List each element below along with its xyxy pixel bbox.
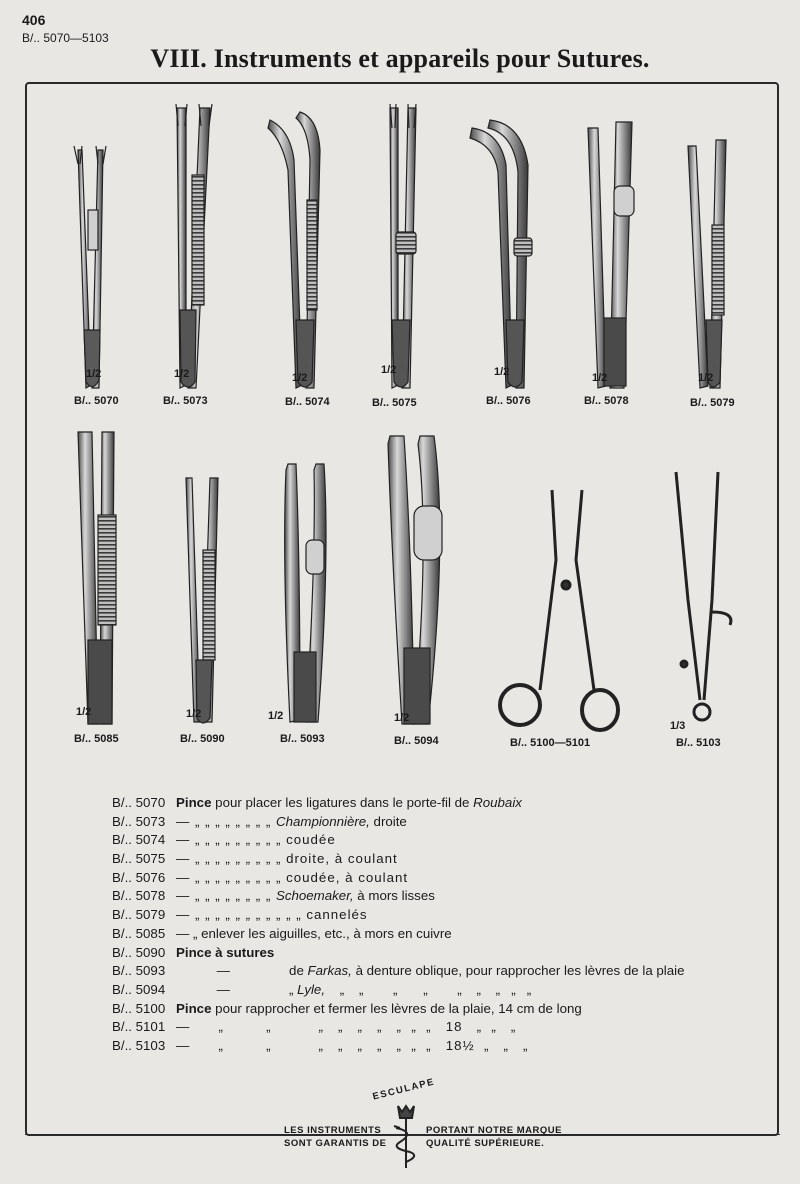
legend-text: — „ „ „ „ „ „ „ „ „ 18 „ „ „	[176, 1019, 517, 1035]
forceps-5090	[186, 478, 218, 723]
figure-label-5078: B/.. 5078	[584, 395, 629, 407]
legend-code: B/.. 5079	[112, 907, 166, 923]
legend-row	[112, 981, 732, 1000]
scale-5076: 1/2	[494, 366, 510, 378]
figure-label-5094: B/.. 5094	[394, 735, 439, 747]
scale-5070: 1/2	[86, 368, 102, 380]
forceps-5079	[688, 140, 726, 388]
legend-text: — „ „ „ „ „ „ „ „ „ coudée, à coulant	[176, 869, 409, 885]
footer-left-line2: SONT GARANTIS DE	[284, 1138, 387, 1149]
legend-tail: droite	[369, 813, 407, 829]
forceps-5073	[176, 104, 212, 388]
legend-row	[112, 1000, 732, 1019]
footer-right-line1: PORTANT NOTRE MARQUE	[426, 1125, 562, 1136]
legend-row	[112, 794, 732, 813]
footer-right-line2: QUALITÉ SUPÉRIEURE.	[426, 1138, 545, 1149]
esculape-logo-icon	[366, 1082, 446, 1172]
legend-code: B/.. 5085	[112, 925, 166, 941]
legend-italic: Schoemaker,	[275, 888, 354, 904]
forceps-5075	[390, 104, 416, 388]
legend-italic: Roubaix	[473, 795, 522, 810]
legend-code: B/.. 5078	[112, 888, 166, 904]
legend-text: — „ „ „ „ „ „ „ „ „ „ „ cannelés	[176, 907, 368, 923]
legend-code: B/.. 5093	[112, 963, 166, 979]
legend-text: — de	[176, 963, 308, 979]
legend-tail: „ „ „ „ „ „ „ „ „	[325, 981, 532, 997]
legend-italic: Lyle,	[297, 981, 326, 997]
legend-code: B/.. 5090	[112, 944, 166, 960]
forceps-5093	[285, 464, 326, 722]
legend-row	[112, 906, 732, 925]
legend-row	[112, 887, 732, 906]
forceps-5085	[78, 432, 116, 724]
figure-label-5076: B/.. 5076	[486, 395, 531, 407]
logo-text: ESCULAPE	[371, 1076, 437, 1103]
legend-text: — „	[176, 981, 298, 997]
legend-code: B/.. 5100	[112, 1000, 166, 1016]
legend-code: B/.. 5101	[112, 1019, 166, 1035]
scale-5094: 1/2	[394, 712, 410, 724]
legend-lead: Pince	[176, 795, 212, 810]
legend-lead: Pince	[176, 1000, 212, 1016]
figure-label-5079: B/.. 5079	[690, 397, 735, 409]
legend-code: B/.. 5074	[112, 832, 166, 848]
legend-code: B/.. 5094	[112, 981, 166, 997]
footer-left-line1: LES INSTRUMENTS	[284, 1125, 382, 1136]
legend-code: B/.. 5076	[112, 869, 166, 885]
legend-italic: Farkas,	[307, 963, 352, 979]
legend-code: B/.. 5070	[112, 795, 166, 810]
figure-label-5090: B/.. 5090	[180, 733, 225, 745]
legend-row	[112, 869, 732, 888]
footer-rule-left	[25, 1134, 280, 1135]
figure-label-5073: B/.. 5073	[163, 395, 208, 407]
scale-5079: 1/2	[698, 372, 714, 384]
legend-italic: Championnière,	[275, 813, 370, 829]
legend-row	[112, 813, 732, 832]
legend-code: B/.. 5073	[112, 813, 166, 829]
legend-text: pour rapprocher et fermer les lèvres de la plaie, 14 cm de long	[211, 1000, 582, 1016]
page-range: B/.. 5070—5103	[22, 31, 109, 45]
forceps-5074	[268, 112, 320, 388]
legend-text: — „ „ „ „ „ „ „ „	[176, 813, 276, 829]
footer-right	[426, 1124, 562, 1150]
scale-5085: 1/2	[76, 706, 92, 718]
legend-tail: à denture oblique, pour rapprocher les lèvres de la plaie	[351, 963, 685, 979]
forceps-5078	[588, 122, 634, 388]
legend-row	[112, 944, 732, 963]
legend-row	[112, 1018, 732, 1037]
figure-label-5070: B/.. 5070	[74, 395, 119, 407]
figure-label-5075: B/.. 5075	[372, 397, 417, 409]
scale-5074: 1/2	[292, 372, 308, 384]
legend-text: — „ „ „ „ „ „ „ „	[176, 888, 276, 904]
figure-label-5103: B/.. 5103	[676, 737, 721, 749]
legend-text: — „ „ „ „ „ „ „ „ „ droite, à coulant	[176, 851, 398, 867]
figure-label-5093: B/.. 5093	[280, 733, 325, 745]
instrument-legend	[112, 794, 732, 1056]
forceps-5094	[388, 436, 442, 724]
legend-text: — „ „ „ „ „ „ „ „ „ coudée	[176, 832, 336, 848]
forceps-5076	[470, 120, 532, 388]
scale-5075: 1/2	[381, 364, 397, 376]
clamp-5100-5101	[500, 490, 618, 730]
scale-5103: 1/3	[670, 720, 686, 732]
page-title: VIII. Instruments et appareils pour Sutures.	[150, 44, 650, 73]
legend-text: — „ „ „ „ „ „ „ „ „ 18½ „ „ „	[176, 1037, 529, 1053]
legend-text: — „ enlever les aiguilles, etc., à mors en cuivre	[176, 925, 452, 941]
clamp-5103	[676, 472, 731, 720]
legend-lead: Pince à sutures	[176, 944, 275, 960]
legend-code: B/.. 5103	[112, 1037, 166, 1053]
scale-5078: 1/2	[592, 372, 608, 384]
legend-tail: à mors lisses	[353, 888, 435, 904]
legend-row	[112, 850, 732, 869]
scale-5073: 1/2	[174, 368, 190, 380]
legend-code: B/.. 5075	[112, 851, 166, 867]
figure-label-5074: B/.. 5074	[285, 396, 330, 408]
page-number: 406	[22, 12, 46, 28]
footer-rule-right	[552, 1134, 780, 1135]
legend-text: pour placer les ligatures dans le porte-fil de	[211, 795, 474, 810]
figure-label-5100-5101: B/.. 5100—5101	[510, 737, 591, 749]
forceps-5070	[74, 146, 106, 388]
scale-5093: 1/2	[268, 710, 284, 722]
legend-row	[112, 1037, 732, 1056]
legend-row	[112, 925, 732, 944]
legend-row	[112, 962, 732, 981]
scale-5090: 1/2	[186, 708, 202, 720]
figure-label-5085: B/.. 5085	[74, 733, 119, 745]
legend-row	[112, 831, 732, 850]
